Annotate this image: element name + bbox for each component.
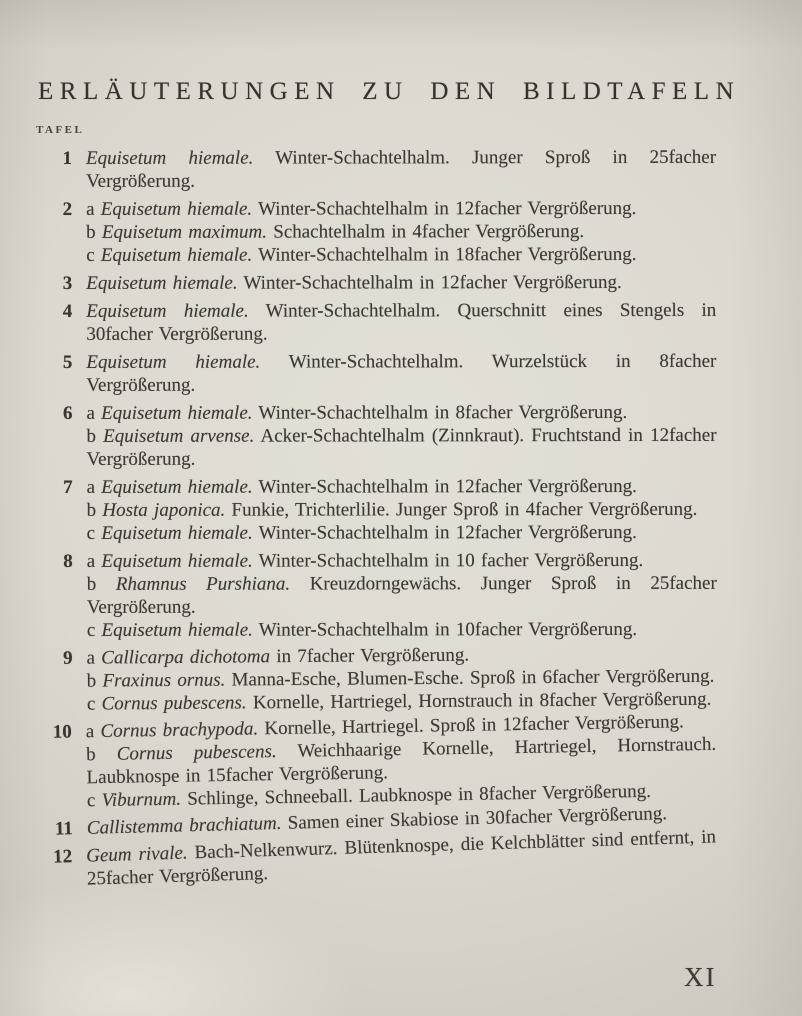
plate-entry-item	[86, 401, 716, 425]
plate-entry-number: 11	[54, 818, 74, 840]
plate-entry-number: 9	[62, 647, 73, 669]
item-letter: a	[86, 198, 101, 220]
species-name: Callicarpa dichotoma	[101, 646, 271, 669]
plate-column-label: TAFEL	[36, 124, 85, 136]
plate-entry-item	[86, 243, 716, 267]
item-letter: a	[85, 721, 101, 743]
plate-entry-number: 4	[62, 300, 73, 322]
item-letter: b	[86, 499, 103, 521]
plate-entry-items	[86, 197, 716, 267]
species-name: Cornus pubescens.	[116, 741, 277, 765]
plate-entry-item	[86, 299, 716, 346]
plate-entry	[40, 197, 716, 267]
item-letter: b	[86, 743, 117, 766]
item-description: Manna-Esche, Blumen-Esche. Sproß in 6facher Vergrößerung.	[225, 665, 715, 691]
plate-entry-number: 2	[62, 198, 73, 220]
item-letter: c	[86, 619, 102, 641]
plate-entry	[41, 549, 717, 642]
species-name: Hosta japonica.	[102, 499, 226, 521]
item-description: Winter-Schachtelhalm in 18facher Vergrößerung.	[252, 243, 637, 266]
item-letter: b	[86, 425, 104, 447]
item-description: Funkie, Trichterlilie. Junger Sproß in 4facher Vergrößerung.	[225, 498, 698, 521]
plate-entry-number: 8	[63, 550, 73, 572]
item-letter: c	[86, 789, 102, 812]
item-description: Winter-Schachtelhalm in 10facher Vergrößerung.	[252, 618, 638, 641]
species-name: Equisetum hiemale.	[101, 476, 253, 498]
plate-entry-items	[86, 642, 717, 716]
plate-entry-item	[86, 424, 716, 471]
item-letter: b	[86, 221, 102, 243]
item-description: Winter-Schachtelhalm. Querschnitt eines Stengels in 30facher Vergrößerung.	[86, 299, 717, 345]
plate-entry	[40, 146, 716, 193]
item-description: Acker-Schachtelhalm (Zinnkraut). Fruchtstand in 12facher Vergrößerung.	[86, 424, 717, 470]
species-name: Equisetum hiemale.	[101, 619, 253, 641]
plate-entry-item	[86, 220, 716, 244]
plate-entry-item	[87, 475, 717, 499]
plate-entry-items	[86, 271, 716, 295]
plate-entry-item	[87, 618, 717, 642]
item-letter: a	[86, 476, 102, 498]
species-name: Equisetum hiemale.	[101, 522, 253, 544]
species-name: Viburnum.	[101, 788, 182, 811]
plate-entry	[40, 350, 716, 397]
item-description: Kornelle, Hartriegel. Sproß in 12facher Vergrößerung.	[258, 711, 684, 740]
plate-entry	[40, 401, 716, 471]
plate-entry-items	[87, 475, 717, 545]
plate-entry-items	[86, 299, 716, 346]
species-name: Equisetum hiemale.	[100, 244, 253, 266]
plate-entry-number: 1	[62, 147, 73, 169]
plate-entry-items	[86, 350, 716, 397]
plate-entry-item	[86, 146, 716, 193]
item-description: in 7facher Vergrößerung.	[269, 644, 470, 668]
species-name: Equisetum hiemale.	[101, 402, 253, 424]
item-letter: b	[86, 573, 116, 595]
plate-entry-item	[87, 572, 717, 619]
page-title: ERLÄUTERUNGEN ZU DEN BILDTAFELN	[38, 78, 741, 105]
item-letter: b	[86, 670, 103, 692]
item-description: Winter-Schachtelhalm in 12facher Vergrößerung.	[252, 475, 637, 498]
species-name: Equisetum hiemale.	[86, 351, 261, 373]
species-name: Cornus pubescens.	[101, 692, 247, 715]
species-name: Equisetum hiemale.	[101, 550, 253, 572]
plate-entry-number: 12	[52, 846, 73, 868]
item-description: Winter-Schachtelhalm in 8facher Vergrößerung.	[252, 401, 628, 424]
species-name: Equisetum arvense.	[103, 425, 255, 447]
plate-entry-item	[86, 197, 716, 221]
plate-entry-list	[40, 146, 717, 897]
plate-entry-items	[86, 401, 716, 471]
plate-entry-item	[86, 350, 716, 397]
plate-entry-item	[87, 549, 717, 573]
plate-entry	[40, 271, 716, 295]
plate-entry-number: 7	[63, 476, 73, 498]
plate-entry-items	[86, 710, 717, 812]
species-name: Fraxinus ornus.	[102, 669, 226, 692]
item-letter: a	[86, 647, 102, 669]
plate-entry	[40, 299, 716, 346]
plate-entry	[40, 642, 717, 716]
item-letter: c	[86, 522, 102, 544]
plate-entry	[41, 475, 717, 545]
item-description: Bach-Nelkenwurz. Blütenknospe, die Kelchblätter sind entfernt, in 25facher Vergrößerung.	[86, 826, 717, 890]
item-description: Winter-Schachtelhalm in 10 facher Vergrößerung.	[252, 549, 644, 572]
item-letter: c	[86, 244, 101, 266]
plate-entry-items	[87, 549, 717, 642]
species-name: Callistemma brachiatum.	[86, 812, 282, 839]
plate-entry	[40, 710, 717, 813]
item-description: Winter-Schachtelhalm in 12facher Vergrößerung.	[252, 197, 637, 220]
plate-entry-item	[86, 271, 716, 295]
item-description: Winter-Schachtelhalm. Junger Sproß in 25facher Vergrößerung.	[86, 146, 717, 192]
plate-entry-item	[87, 521, 717, 545]
page-number: XI	[684, 962, 717, 992]
item-description: Schlinge, Schneeball. Laubknospe in 8facher Vergrößerung.	[180, 780, 652, 810]
plate-entry-number: 5	[62, 351, 73, 373]
species-name: Cornus brachypoda.	[100, 718, 259, 743]
species-name: Rhamnus Purshiana.	[115, 573, 291, 595]
plate-entry-items	[86, 146, 716, 193]
species-name: Geum rivale.	[85, 842, 188, 867]
species-name: Equisetum hiemale.	[100, 198, 253, 220]
plate-entry-number: 3	[62, 272, 73, 294]
item-description: Winter-Schachtelhalm. Wurzelstück in 8facher Vergrößerung.	[86, 350, 717, 396]
species-name: Equisetum hiemale.	[86, 147, 254, 169]
item-description: Samen einer Skabiose in 30facher Vergrößerung.	[281, 803, 668, 834]
item-description: Winter-Schachtelhalm in 12facher Vergrößerung.	[252, 521, 637, 544]
item-description: Kreuzdorngewächs. Junger Sproß in 25facher Vergrößerung.	[86, 572, 717, 618]
plate-entry-item	[87, 498, 717, 522]
item-letter: c	[86, 693, 102, 715]
item-description: Weichhaarige Kornelle, Hartriegel, Hornstrauch. Laubknospe in 15facher Vergrößerung.	[86, 733, 717, 789]
item-description: Winter-Schachtelhalm in 12facher Vergrößerung.	[237, 271, 622, 294]
item-letter: a	[86, 402, 102, 424]
plate-entry-number: 6	[62, 402, 73, 424]
species-name: Equisetum hiemale.	[86, 300, 249, 322]
species-name: Equisetum maximum.	[101, 221, 268, 243]
item-letter: a	[86, 550, 102, 572]
species-name: Equisetum hiemale.	[86, 272, 238, 294]
plate-entry-number: 10	[52, 721, 72, 743]
item-description: Schachtelhalm in 4facher Vergrößerung.	[266, 221, 585, 243]
item-description: Kornelle, Hartriegel, Hornstrauch in 8facher Vergrößerung.	[246, 688, 712, 714]
